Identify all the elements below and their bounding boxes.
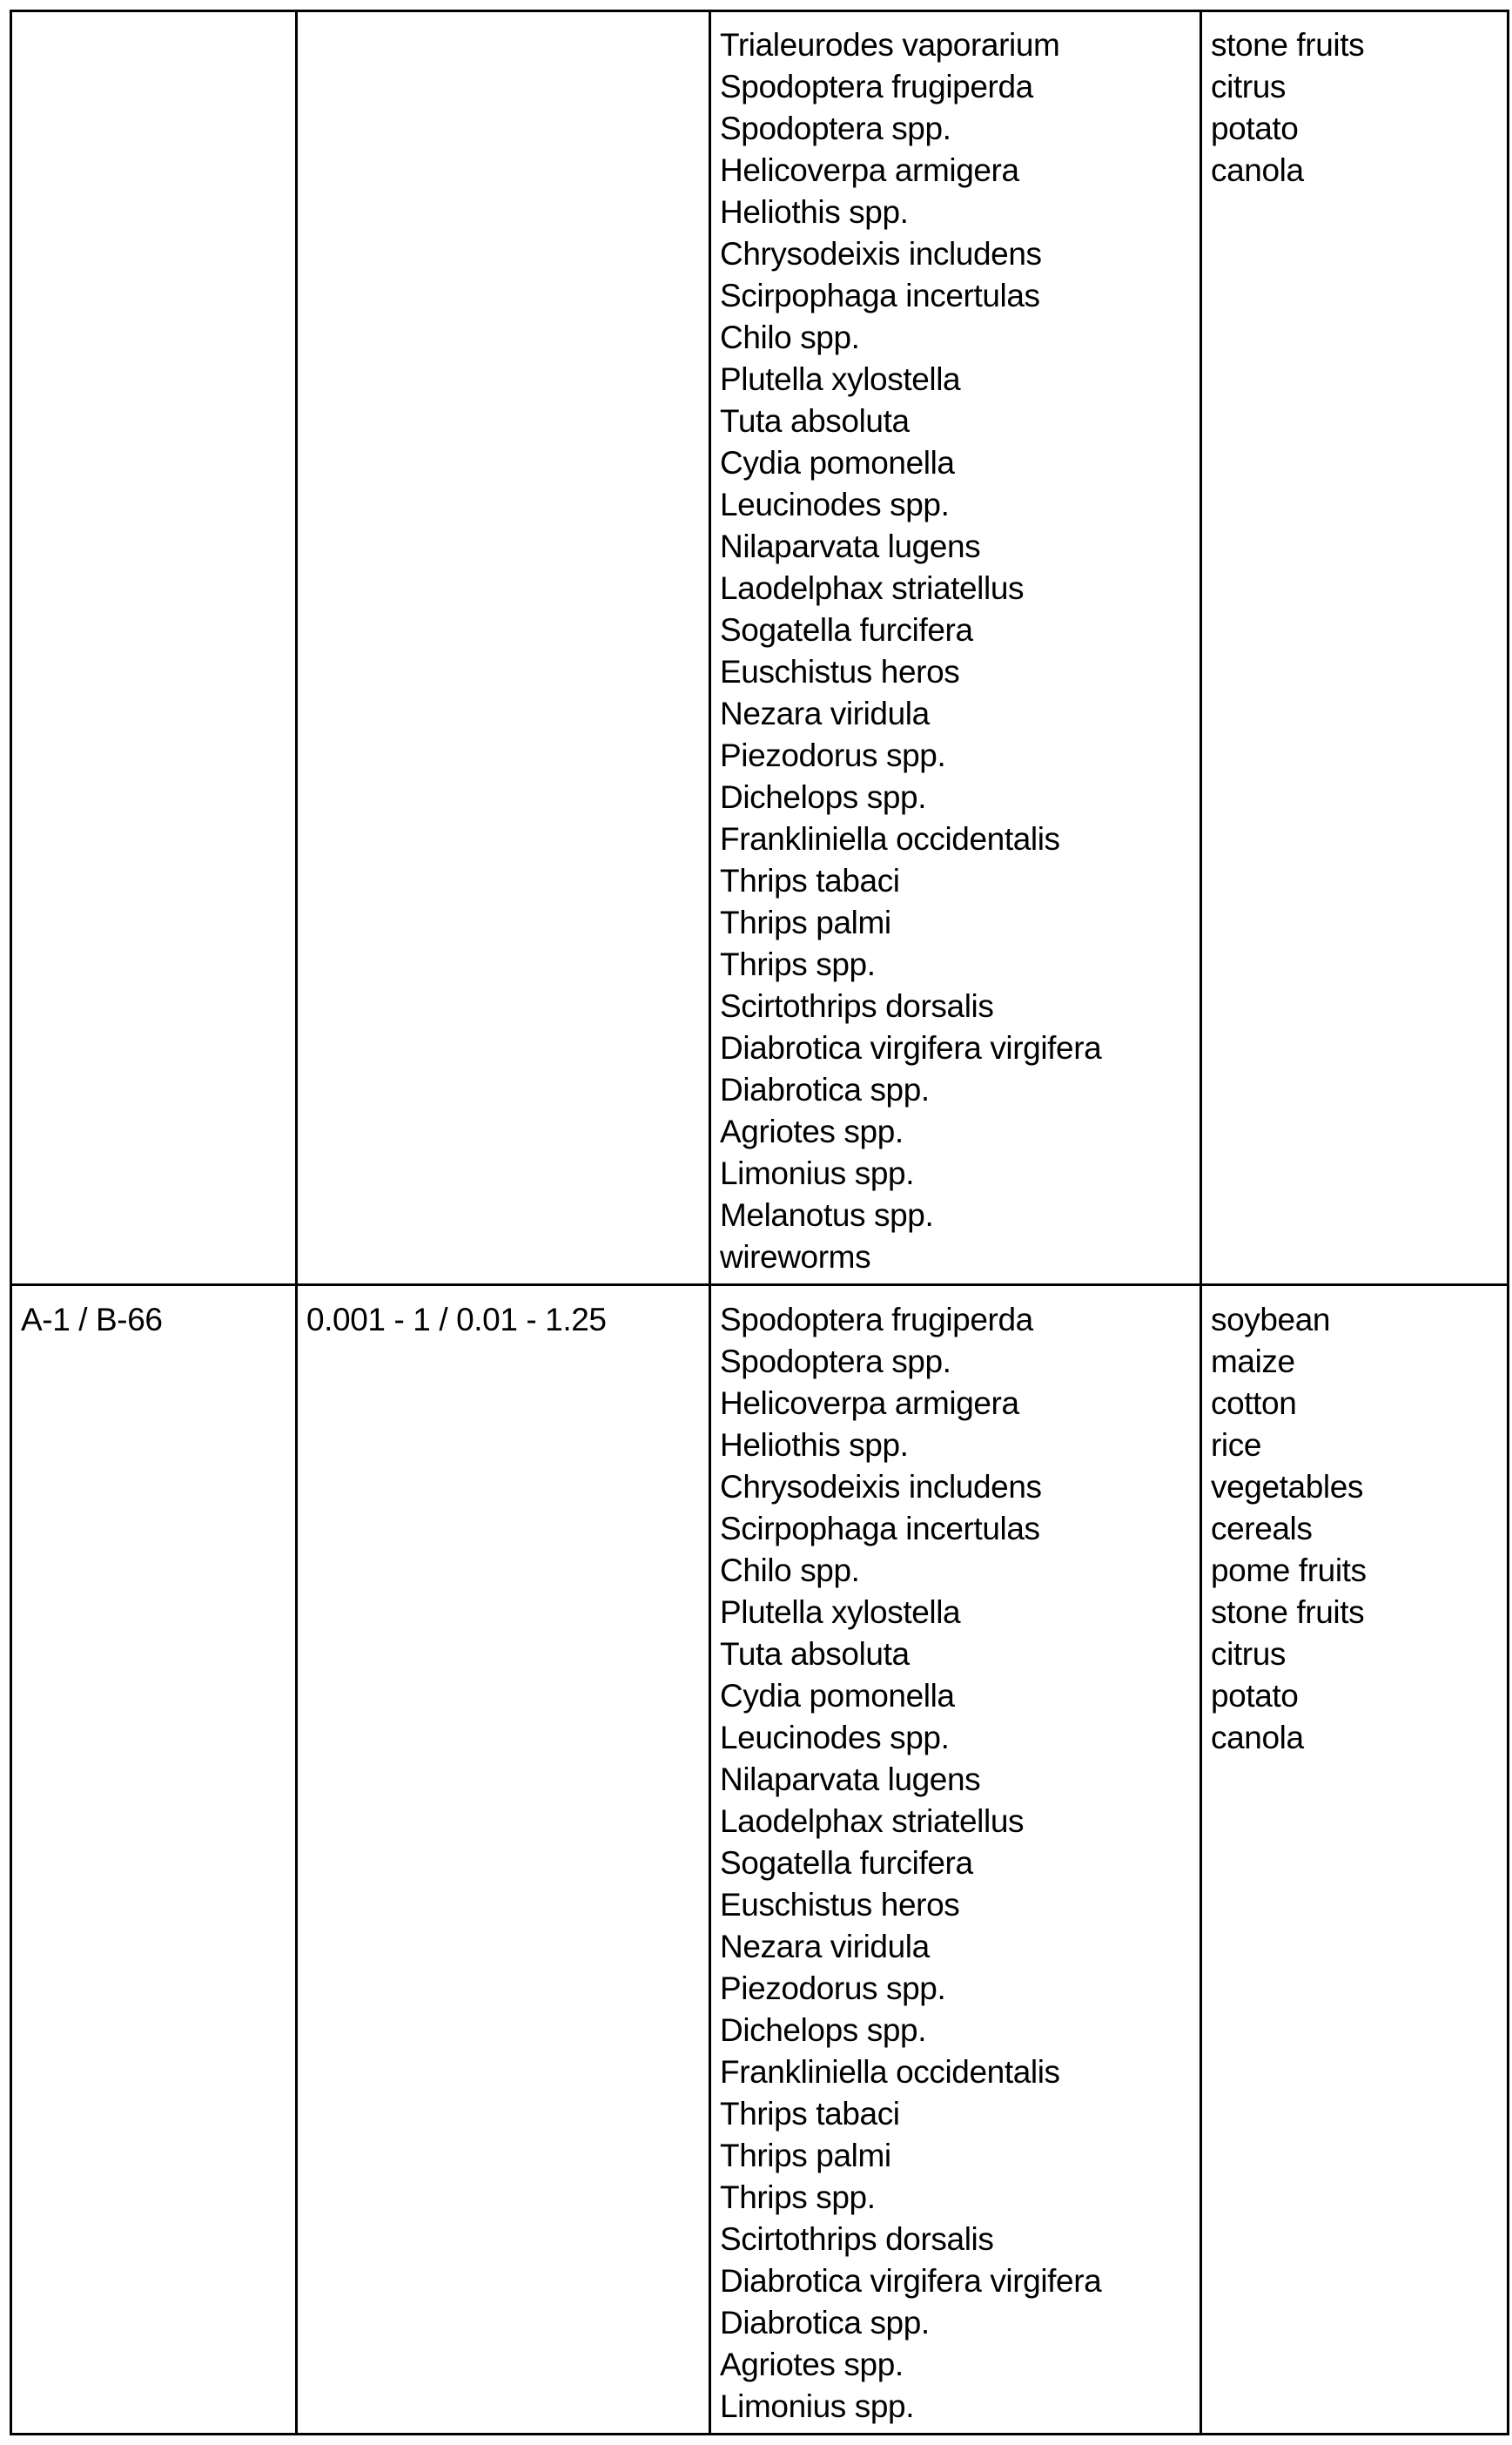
pest-item: Leucinodes spp. — [720, 1717, 1200, 1759]
pest-item: Leucinodes spp. — [720, 484, 1200, 526]
pest-item: Agriotes spp. — [720, 1111, 1200, 1153]
pest-item: Spodoptera spp. — [720, 108, 1200, 150]
pest-item: Thrips tabaci — [720, 2093, 1200, 2135]
pest-item: Plutella xylostella — [720, 1592, 1200, 1633]
crops-cell — [1201, 1285, 1509, 2435]
crop-item: stone fruits — [1211, 1592, 1507, 1633]
pest-item: Scirtothrips dorsalis — [720, 986, 1200, 1027]
crop-item: canola — [1211, 150, 1507, 192]
pest-item: wireworms — [720, 1236, 1200, 1278]
crop-item: maize — [1211, 1341, 1507, 1383]
pest-item: Agriotes spp. — [720, 2344, 1200, 2386]
pest-item: Heliothis spp. — [720, 1425, 1200, 1466]
pests-cell — [710, 1285, 1201, 2435]
pest-item: Heliothis spp. — [720, 192, 1200, 233]
crop-item: canola — [1211, 1717, 1507, 1759]
crop-item: potato — [1211, 1675, 1507, 1717]
pest-item: Thrips palmi — [720, 902, 1200, 944]
pest-item: Thrips spp. — [720, 944, 1200, 986]
pest-item: Nilaparvata lugens — [720, 1759, 1200, 1801]
pest-item: Frankliniella occidentalis — [720, 2051, 1200, 2093]
crops-cell — [1201, 11, 1509, 1285]
composition-table — [10, 10, 1509, 2435]
pest-item: Melanotus spp. — [720, 1195, 1200, 1236]
pest-item: Laodelphax striatellus — [720, 568, 1200, 610]
crop-item: rice — [1211, 1425, 1507, 1466]
pest-item: Nezara viridula — [720, 1926, 1200, 1968]
crop-item: cereals — [1211, 1508, 1507, 1550]
pest-item: Spodoptera frugiperda — [720, 66, 1200, 108]
pest-item: Sogatella furcifera — [720, 610, 1200, 651]
pest-item: Diabrotica virgifera virgifera — [720, 2260, 1200, 2302]
crop-item: citrus — [1211, 1633, 1507, 1675]
crop-item: potato — [1211, 108, 1507, 150]
pest-item: Tuta absoluta — [720, 1633, 1200, 1675]
pest-item: Piezodorus spp. — [720, 1968, 1200, 2010]
rate-cell — [297, 11, 710, 1285]
crop-item: soybean — [1211, 1299, 1507, 1341]
crop-item: vegetables — [1211, 1466, 1507, 1508]
pest-item: Diabrotica virgifera virgifera — [720, 1027, 1200, 1069]
crop-item: stone fruits — [1211, 24, 1507, 66]
pest-item: Laodelphax striatellus — [720, 1801, 1200, 1842]
pest-item: Cydia pomonella — [720, 442, 1200, 484]
pests-cell — [710, 11, 1201, 1285]
pest-item: Helicoverpa armigera — [720, 1383, 1200, 1425]
crop-item: cotton — [1211, 1383, 1507, 1425]
pest-item: Chrysodeixis includens — [720, 233, 1200, 275]
table-row — [11, 1285, 1509, 2435]
pest-item: Euschistus heros — [720, 1884, 1200, 1926]
pest-item: Chrysodeixis includens — [720, 1466, 1200, 1508]
pest-item: Dichelops spp. — [720, 777, 1200, 818]
pest-item: Thrips palmi — [720, 2135, 1200, 2177]
pest-item: Nilaparvata lugens — [720, 526, 1200, 568]
rate-cell: 0.001 - 1 / 0.01 - 1.25 — [297, 1285, 710, 2435]
pest-item: Frankliniella occidentalis — [720, 818, 1200, 860]
pest-item: Tuta absoluta — [720, 401, 1200, 442]
pest-item: Limonius spp. — [720, 1153, 1200, 1195]
pest-item: Scirpophaga incertulas — [720, 275, 1200, 317]
pest-item: Plutella xylostella — [720, 359, 1200, 401]
compound-cell — [11, 11, 297, 1285]
pest-item: Euschistus heros — [720, 651, 1200, 693]
pest-item: Scirtothrips dorsalis — [720, 2219, 1200, 2260]
pest-item: Thrips tabaci — [720, 860, 1200, 902]
pest-item: Dichelops spp. — [720, 2010, 1200, 2051]
pest-item: Scirpophaga incertulas — [720, 1508, 1200, 1550]
pest-item: Diabrotica spp. — [720, 1069, 1200, 1111]
pest-item: Trialeurodes vaporarium — [720, 24, 1200, 66]
pest-item: Piezodorus spp. — [720, 735, 1200, 777]
pest-item: Diabrotica spp. — [720, 2302, 1200, 2344]
compound-cell: A-1 / B-66 — [11, 1285, 297, 2435]
pest-item: Spodoptera frugiperda — [720, 1299, 1200, 1341]
pest-item: Helicoverpa armigera — [720, 150, 1200, 192]
pest-item: Sogatella furcifera — [720, 1842, 1200, 1884]
pest-item: Chilo spp. — [720, 317, 1200, 359]
crop-item: pome fruits — [1211, 1550, 1507, 1592]
pest-item: Spodoptera spp. — [720, 1341, 1200, 1383]
pest-item: Nezara viridula — [720, 693, 1200, 735]
pest-item: Cydia pomonella — [720, 1675, 1200, 1717]
pest-item: Chilo spp. — [720, 1550, 1200, 1592]
pest-item: Limonius spp. — [720, 2386, 1200, 2428]
crop-item: citrus — [1211, 66, 1507, 108]
pest-item: Thrips spp. — [720, 2177, 1200, 2219]
table-row — [11, 11, 1509, 1285]
